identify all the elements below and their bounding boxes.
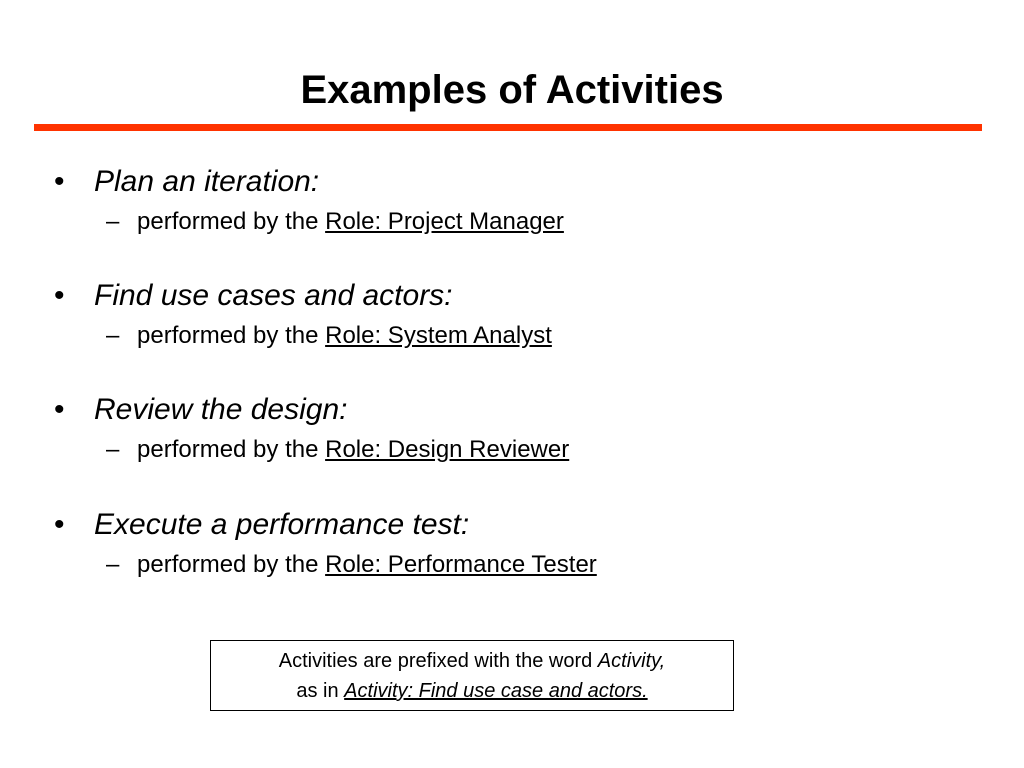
activity-bullet-row: [0, 390, 1024, 430]
slide-title: Examples of Activities: [300, 68, 724, 112]
dash-icon: –: [106, 208, 120, 235]
note-line-1: [211, 646, 733, 676]
note-text: Activities are prefixed with the word: [278, 650, 598, 672]
performed-by-prefix: performed by the: [137, 208, 326, 235]
activity-bullet-row: [0, 276, 1024, 316]
note-line-2: [211, 676, 733, 706]
dash-icon: –: [106, 436, 120, 463]
activity-bullet-row: [0, 162, 1024, 202]
bullet-icon: •: [54, 508, 65, 541]
performed-by-prefix: performed by the: [137, 322, 326, 349]
role-link-system-analyst[interactable]: Role: System Analyst: [325, 322, 552, 349]
bullet-icon: •: [54, 393, 65, 426]
performed-by-text: [137, 549, 597, 581]
note-emphasis: Activity,: [597, 650, 666, 672]
performed-by-row: [0, 206, 1024, 238]
performed-by-text: [137, 206, 564, 238]
activity-name: Find use cases and actors:: [94, 279, 453, 312]
activity-bullet-row: [0, 505, 1024, 545]
bullet-icon: •: [54, 279, 65, 312]
performed-by-text: [137, 320, 552, 352]
role-link-design-reviewer[interactable]: Role: Design Reviewer: [325, 436, 570, 463]
performed-by-row: [0, 320, 1024, 352]
activity-name: Execute a performance test:: [94, 508, 470, 541]
performed-by-row: [0, 434, 1024, 466]
activity-name: Plan an iteration:: [94, 165, 320, 198]
dash-icon: –: [106, 322, 120, 349]
dash-icon: –: [106, 551, 120, 578]
performed-by-prefix: performed by the: [137, 436, 326, 463]
activity-name: Review the design:: [94, 393, 348, 426]
performed-by-prefix: performed by the: [137, 551, 326, 578]
note-activity-link[interactable]: Activity: Find use case and actors.: [344, 680, 648, 702]
title-divider: [34, 124, 982, 131]
role-link-project-manager[interactable]: Role: Project Manager: [325, 208, 564, 235]
note-text: as in: [296, 680, 345, 702]
bullet-icon: •: [54, 165, 65, 198]
performed-by-row: [0, 549, 1024, 581]
note-box: [210, 640, 734, 711]
performed-by-text: [137, 434, 569, 466]
role-link-performance-tester[interactable]: Role: Performance Tester: [325, 551, 597, 578]
